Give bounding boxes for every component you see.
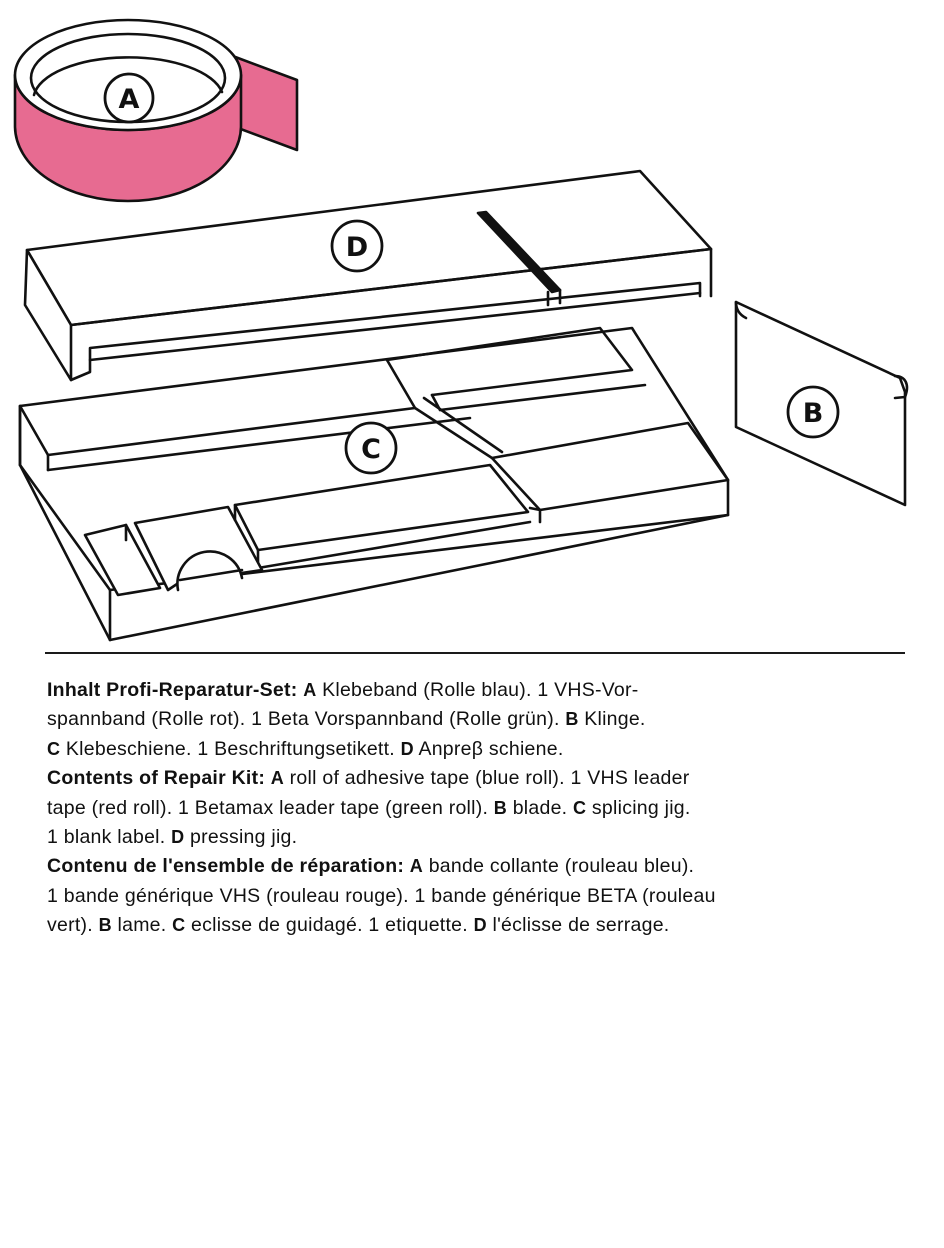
line-text: Klebeband (Rolle blau). 1 VHS-Vor- [316,679,639,701]
kit-contents-text [47,676,917,941]
divider-rule [45,652,905,654]
part-key: B [98,915,112,936]
part-key: A [409,856,424,877]
text-line [47,794,917,823]
callout-c-label: C [361,434,381,465]
text-line [47,735,917,764]
part-key: D [171,827,185,848]
callout-b-label: B [802,398,824,429]
line-text: lame. [111,914,173,937]
callout-d [332,221,382,271]
callout-b [788,387,838,437]
text-line [47,823,917,852]
callout-d-label: D [345,232,369,263]
line-text: pressing jig. [184,826,298,849]
callout-a [105,74,153,122]
line-text: Klinge. [578,708,646,731]
text-line [47,911,917,940]
line-text: tape (red roll). 1 Betamax leader tape (green roll). [47,796,494,819]
text-line [47,882,917,911]
callout-c [346,423,396,473]
callout-a-label: A [118,84,140,115]
line-text: blade. [507,796,574,819]
line-text: bande collante (rouleau bleu). [423,855,695,878]
line-text: l'éclisse de serrage. [486,914,670,937]
line-text: roll of adhesive tape (blue roll). 1 VHS leader [284,767,690,790]
splicing-jig-c [20,328,728,640]
part-key: A [270,768,285,789]
part-key: D [473,915,487,936]
line-text: Klebeschiene. 1 Beschriftungsetikett. [60,737,401,760]
part-key: B [493,797,508,818]
line-text: spannband (Rolle rot). 1 Beta Vorspannband (Rolle grün). [47,708,566,731]
line-text: eclisse de guidagé. 1 etiquette. [185,914,474,937]
tape-roll-a [15,20,297,201]
part-key: A [303,680,317,700]
text-line [47,676,917,705]
text-line [47,764,917,793]
part-key: D [400,738,414,759]
part-key: C [172,915,186,936]
section-heading: Contents of Repair Kit: [47,767,266,790]
line-text: 1 blank label. [47,826,172,849]
line-text: Anpreβ schiene. [413,737,564,760]
part-key: C [573,797,587,818]
text-line [47,852,917,881]
part-key: C [47,738,61,759]
text-line [47,705,917,734]
line-text: 1 bande générique VHS (rouleau rouge). 1 bande générique BETA (rouleau [47,884,716,907]
line-text: vert). [47,914,99,937]
section-heading: Inhalt Profi-Reparatur-Set: [47,679,298,701]
section-heading: Contenu de l'ensemble de réparation: [47,855,405,878]
part-key: B [565,709,579,730]
line-text: splicing jig. [586,796,691,819]
